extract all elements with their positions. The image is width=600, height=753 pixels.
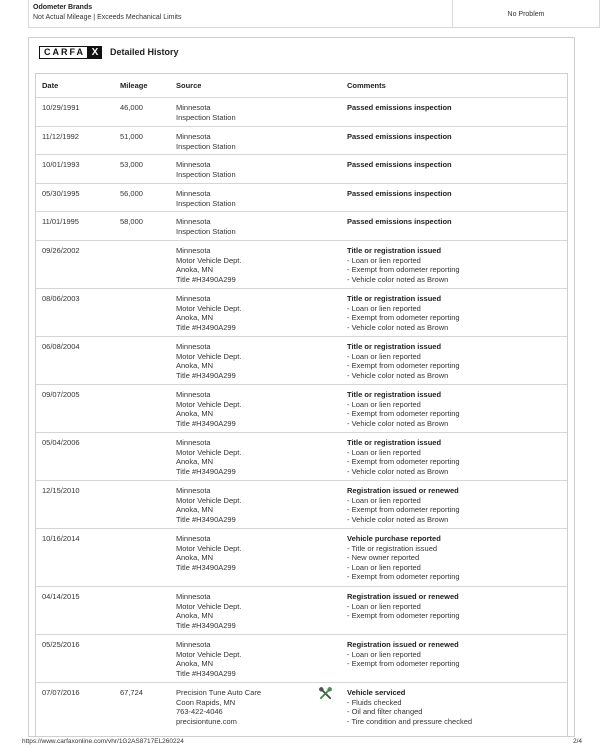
comment-item: - Loan or lien reported (347, 562, 421, 572)
comment-item: - Loan or lien reported (347, 495, 421, 505)
comment-item: - Loan or lien reported (347, 303, 421, 313)
source-line: Precision Tune Auto Care (176, 688, 262, 697)
source-line: Minnesota (176, 486, 211, 495)
panel-header (29, 38, 574, 66)
source-line: Minnesota (176, 592, 211, 601)
row-source (176, 640, 331, 678)
comment-item: - Oil and filter changed (347, 707, 423, 717)
source-line: precisiontune.com (176, 716, 237, 726)
comment-item: - Exempt from odometer reporting (347, 361, 460, 371)
comment-title: Title or registration issued (347, 390, 442, 399)
comment-item: - Vehicle color noted as Brown (347, 514, 449, 524)
odometer-brands-box (28, 0, 600, 28)
source-line: Minnesota (176, 342, 211, 351)
row-source (176, 486, 331, 524)
source-line: Inspection Station (176, 169, 236, 179)
row-source (176, 592, 331, 630)
row-source (176, 688, 331, 726)
table-row (36, 635, 567, 683)
comment-item: - Exempt from odometer reporting (347, 313, 460, 323)
source-line: 763-422-4046 (176, 707, 223, 717)
row-mileage: 51,000 (120, 132, 143, 141)
comment-item: - Loan or lien reported (347, 255, 421, 265)
row-comments (347, 640, 562, 669)
source-line: Title #H3490A299 (176, 514, 236, 524)
row-mileage: 58,000 (120, 217, 143, 226)
row-comments (347, 592, 562, 621)
comment-title: Title or registration issued (347, 294, 442, 303)
source-line: Anoka, MN (176, 265, 214, 275)
footer-url: https://www.carfaxonline.com/vhr/1G2AS8717EL260224 (22, 738, 184, 745)
comment-item: - Title or registration issued (347, 543, 438, 553)
source-line: Motor Vehicle Dept. (176, 543, 242, 553)
comment-title: Title or registration issued (347, 246, 442, 255)
odometer-brands-info (29, 0, 452, 27)
row-comments (347, 189, 562, 199)
row-date: 11/12/1992 (42, 132, 79, 141)
source-line: Title #H3490A299 (176, 562, 236, 572)
source-line: Minnesota (176, 103, 211, 112)
comment-title: Passed emissions inspection (347, 132, 452, 141)
column-header-mileage: Mileage (120, 81, 148, 90)
source-line: Anoka, MN (176, 659, 214, 669)
comment-title: Title or registration issued (347, 342, 442, 351)
row-date: 07/07/2016 (42, 688, 80, 697)
comment-item: - Loan or lien reported (347, 447, 421, 457)
row-comments (347, 438, 562, 476)
row-comments (347, 132, 562, 142)
comment-item: - Exempt from odometer reporting (347, 505, 460, 515)
table-row (36, 184, 567, 212)
row-source (176, 534, 331, 572)
row-mileage: 46,000 (120, 103, 143, 112)
row-date: 10/29/1991 (42, 103, 80, 112)
source-line: Coon Rapids, MN (176, 697, 236, 707)
page-footer (22, 738, 582, 745)
row-source (176, 390, 331, 428)
comment-item: - Vehicle color noted as Brown (347, 322, 449, 332)
row-date: 10/01/1993 (42, 160, 80, 169)
comment-item: - Vehicle color noted as Brown (347, 466, 449, 476)
source-line: Motor Vehicle Dept. (176, 255, 242, 265)
source-line: Anoka, MN (176, 313, 214, 323)
table-row (36, 587, 567, 635)
row-source (176, 438, 331, 476)
comment-item: - Exempt from odometer reporting (347, 457, 460, 467)
comment-item: - New owner reported (347, 553, 420, 563)
odometer-status: No Problem (452, 0, 599, 27)
table-row (36, 683, 567, 737)
footer-page-number: 2/4 (572, 738, 582, 745)
comment-title: Passed emissions inspection (347, 160, 452, 169)
comment-item: - Exempt from odometer reporting (347, 611, 460, 621)
table-row (36, 155, 567, 184)
source-line: Title #H3490A299 (176, 668, 236, 678)
source-line: Anoka, MN (176, 361, 214, 371)
source-line: Motor Vehicle Dept. (176, 601, 242, 611)
row-date: 05/25/2016 (42, 640, 80, 649)
row-mileage: 53,000 (120, 160, 143, 169)
source-line: Motor Vehicle Dept. (176, 351, 242, 361)
comment-item: - Tire condition and pressure checked (347, 716, 473, 726)
comment-item: - Vehicle color noted as Brown (347, 370, 449, 380)
row-source (176, 160, 331, 179)
row-date: 05/04/2006 (42, 438, 80, 447)
source-line: Inspection Station (176, 226, 236, 236)
source-line: Motor Vehicle Dept. (176, 447, 242, 457)
comment-item: - Vehicle color noted as Brown (347, 418, 449, 428)
comment-title: Registration issued or renewed (347, 486, 459, 495)
table-row (36, 337, 567, 385)
carfax-logo (39, 46, 102, 59)
source-line: Minnesota (176, 640, 211, 649)
comment-item: - Exempt from odometer reporting (347, 572, 460, 582)
comment-item: - Loan or lien reported (347, 601, 421, 611)
comment-title: Passed emissions inspection (347, 217, 452, 226)
odometer-brands-title: Odometer Brands (33, 4, 93, 11)
source-line: Anoka, MN (176, 409, 214, 419)
carfax-logo-text: CARFA (39, 46, 88, 59)
table-row (36, 529, 567, 587)
comment-item: - Loan or lien reported (347, 351, 421, 361)
comment-item: - Exempt from odometer reporting (347, 409, 460, 419)
row-date: 12/15/2010 (42, 486, 80, 495)
row-comments (347, 103, 562, 113)
table-row (36, 433, 567, 481)
row-date: 06/08/2004 (42, 342, 80, 351)
source-line: Motor Vehicle Dept. (176, 303, 242, 313)
row-date: 09/07/2005 (42, 390, 80, 399)
source-line: Minnesota (176, 390, 211, 399)
carfax-logo-x: X (88, 46, 102, 59)
comment-title: Registration issued or renewed (347, 640, 459, 649)
row-source (176, 342, 331, 380)
table-row (36, 481, 567, 529)
table-header-row (36, 74, 567, 98)
source-line: Minnesota (176, 217, 211, 226)
table-row (36, 212, 567, 241)
column-header-date: Date (42, 81, 59, 90)
table-row (36, 98, 567, 127)
source-line: Title #H3490A299 (176, 466, 236, 476)
source-line: Inspection Station (176, 112, 236, 122)
source-line: Motor Vehicle Dept. (176, 399, 242, 409)
source-line: Minnesota (176, 294, 211, 303)
row-date: 08/06/2003 (42, 294, 80, 303)
history-table (35, 73, 568, 737)
panel-title: Detailed History (110, 47, 179, 57)
source-line: Minnesota (176, 160, 211, 169)
source-line: Title #H3490A299 (176, 370, 236, 380)
row-source (176, 103, 331, 122)
row-comments (347, 390, 562, 428)
row-comments (347, 217, 562, 227)
comment-item: - Exempt from odometer reporting (347, 265, 460, 275)
table-row (36, 385, 567, 433)
row-date: 09/26/2002 (42, 246, 80, 255)
source-line: Motor Vehicle Dept. (176, 495, 242, 505)
row-comments (347, 294, 562, 332)
row-comments (347, 688, 562, 726)
comment-item: - Loan or lien reported (347, 399, 421, 409)
row-date: 05/30/1995 (42, 189, 80, 198)
source-line: Motor Vehicle Dept. (176, 649, 242, 659)
source-line: Anoka, MN (176, 611, 214, 621)
comment-title: Passed emissions inspection (347, 189, 452, 198)
source-line: Title #H3490A299 (176, 274, 236, 284)
source-line: Minnesota (176, 438, 211, 447)
row-mileage: 67,724 (120, 688, 143, 697)
comment-title: Registration issued or renewed (347, 592, 459, 601)
source-line: Minnesota (176, 534, 211, 543)
row-date: 11/01/1995 (42, 217, 79, 226)
comment-item: - Loan or lien reported (347, 649, 421, 659)
row-comments (347, 246, 562, 284)
comment-item: - Fluids checked (347, 697, 402, 707)
source-line: Anoka, MN (176, 457, 214, 467)
row-source (176, 189, 331, 208)
detailed-history-panel (28, 37, 575, 737)
row-source (176, 294, 331, 332)
table-row (36, 241, 567, 289)
row-comments (347, 534, 562, 582)
source-line: Title #H3490A299 (176, 620, 236, 630)
row-source (176, 246, 331, 284)
row-comments (347, 160, 562, 170)
row-source (176, 132, 331, 151)
odometer-brands-detail: Not Actual Mileage | Exceeds Mechanical Limits (33, 14, 182, 21)
table-row (36, 289, 567, 337)
comment-title: Vehicle purchase reported (347, 534, 441, 543)
comment-item: - Vehicle color noted as Brown (347, 274, 449, 284)
source-line: Inspection Station (176, 141, 236, 151)
row-comments (347, 342, 562, 380)
comment-title: Vehicle serviced (347, 688, 406, 697)
source-line: Inspection Station (176, 198, 236, 208)
row-date: 04/14/2015 (42, 592, 80, 601)
source-line: Minnesota (176, 246, 211, 255)
comment-title: Title or registration issued (347, 438, 442, 447)
row-mileage: 56,000 (120, 189, 143, 198)
row-comments (347, 486, 562, 524)
source-line: Title #H3490A299 (176, 322, 236, 332)
source-line: Minnesota (176, 189, 211, 198)
service-tools-icon (319, 687, 332, 700)
column-header-comments: Comments (347, 81, 386, 90)
source-line: Anoka, MN (176, 505, 214, 515)
column-header-source: Source (176, 81, 202, 90)
source-line: Minnesota (176, 132, 211, 141)
source-line: Anoka, MN (176, 553, 214, 563)
table-body (36, 98, 567, 737)
source-line: Title #H3490A299 (176, 418, 236, 428)
table-row (36, 127, 567, 155)
row-source (176, 217, 331, 236)
comment-title: Passed emissions inspection (347, 103, 452, 112)
comment-item: - Exempt from odometer reporting (347, 659, 460, 669)
row-date: 10/16/2014 (42, 534, 80, 543)
